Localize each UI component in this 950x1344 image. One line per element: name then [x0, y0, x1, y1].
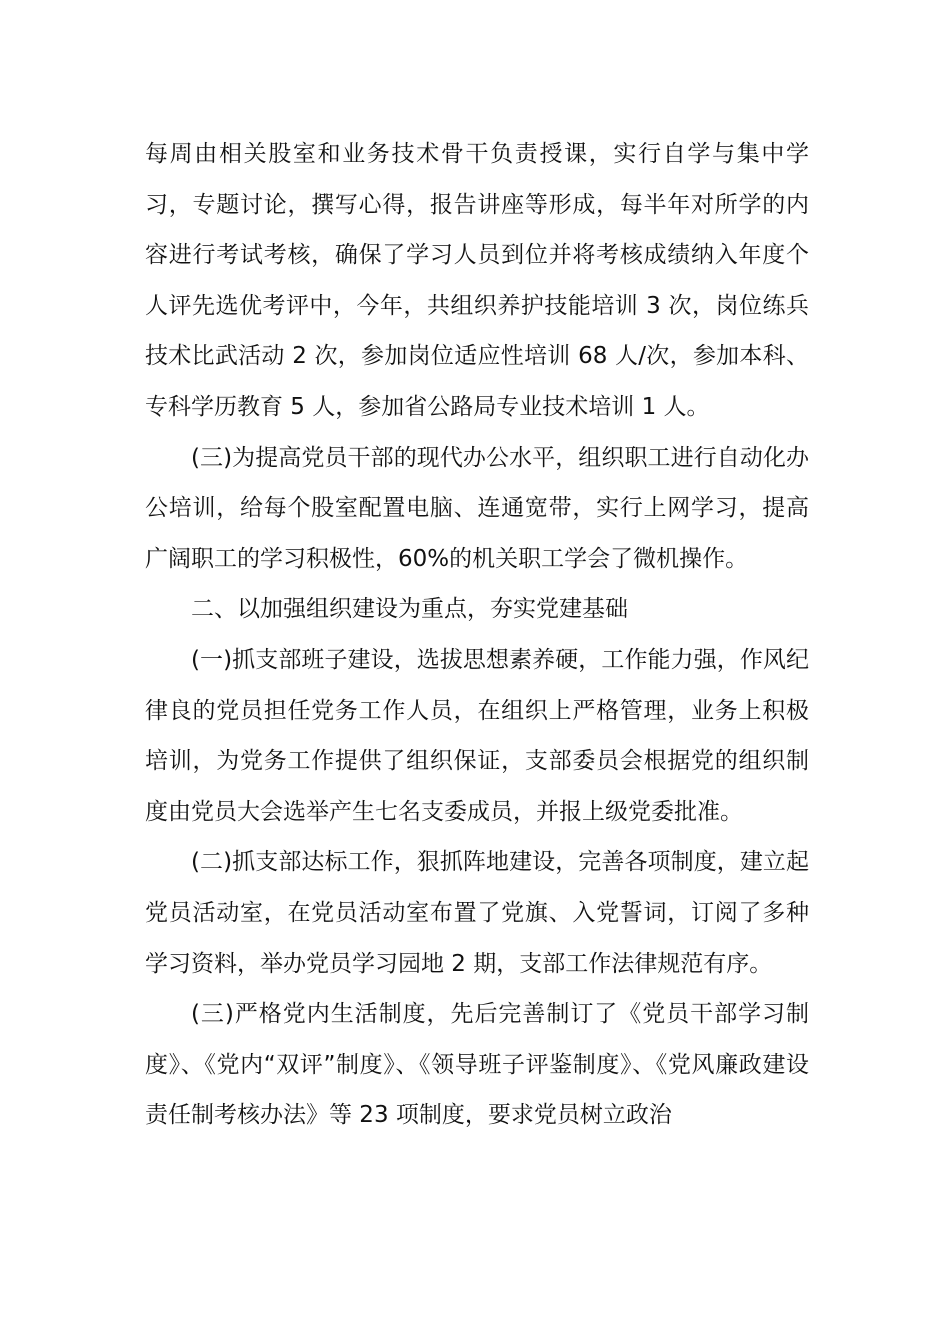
paragraph-office-training: (三)为提高党员干部的现代办公水平，组织职工进行自动化办公培训，给每个股室配置电脑、连通宽带，实行上网学习，提高广阔职工的学习积极性，60%的机关职工学会了微机操作。	[145, 444, 809, 572]
document-body	[145, 129, 809, 1141]
paragraph-training-continued: 每周由相关股室和业务技术骨干负责授课，实行自学与集中学习，专题讨论，撰写心得，报告讲座等形成，每半年对所学的内容进行考试考核，确保了学习人员到位并将考核成绩纳入年度个人评先选优考评中，今年，共组织养护技能培训 3 次，岗位练兵技术比武活动 2 次，参加岗位适应性培训 68 人/次，参加本科、专科学历教育 5 人，参加省公路局专业技术培训 1 人。	[145, 141, 809, 420]
paragraph-branch-leadership: (一)抓支部班子建设，选拔思想素养硬，工作能力强，作风纪律良的党员担任党务工作人员，在组织上严格管理，业务上积极培训，为党务工作提供了组织保证，支部委员会根据党的组织制度由党员大会选举产生七名支委成员，并报上级党委批准。	[145, 646, 809, 825]
section-heading-organization: 二、以加强组织建设为重点，夯实党建基础	[191, 596, 628, 623]
paragraph-party-life-system: (三)严格党内生活制度，先后完善制订了《党员干部学习制度》、《党内“双评”制度》、《领导班子评鉴制度》、《党风廉政建设责任制考核办法》等 23 项制度，要求党员树立政治	[145, 1001, 809, 1129]
paragraph-branch-standards: (二)抓支部达标工作，狠抓阵地建设，完善各项制度，建立起党员活动室，在党员活动室布置了党旗、入党誓词，订阅了多种学习资料，举办党员学习园地 2 期，支部工作法律规范有序。	[145, 849, 809, 977]
